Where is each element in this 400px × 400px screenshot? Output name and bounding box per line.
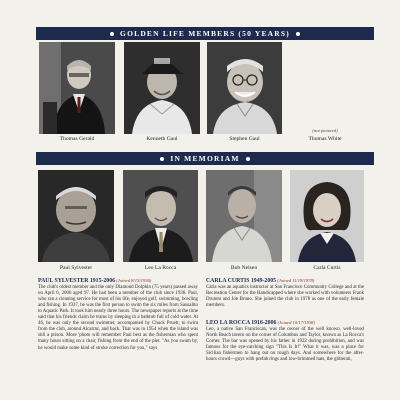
photo-paul-sylvester [38,170,114,262]
portrait-man-icon [206,170,282,262]
photo-stephen-gaul [207,42,282,134]
obituary-body: Carla was an aquatics instructor at San Francisco Community College and at the Recreation Center for the Handicapped where she worked with volunteers Frank Drumm and Joe Bruno. She joined the club in 1978 as one of the early female members. [206,285,364,309]
caption-golden-2: Kenneth Gaul [146,136,178,142]
caption-memoriam-3: Bob Nelsen [230,265,258,271]
obituary-heading: PAUL SYLVESTER 1915-2006 [38,278,115,284]
obituary-body: Leo, a native San Franciscan, was the owner of the well known, well-loved North Beach tavern on the corner of Columbus and Taylor, known as La Rocca's Corner. The bar was opened by his father in 1922 during prohibition, and was famous for the eye-catching sign "This Is It!" What it was, was a place for Sicilian fishermen to hang out on rough days. And somewhere for the after-hours crowd—guys with prefab rings and low-brimmed hats, the glitterati, [206,327,364,363]
caption-memoriam-4: Carla Curtis [313,265,341,271]
obituary-paul-sylvester [38,278,198,398]
golden-banner-text: GOLDEN LIFE MEMBERS (50 YEARS) [120,29,290,38]
obituary-joined-date: (Joined 8/13/1936) [116,278,152,283]
obituary-carla-curtis [206,278,364,316]
obituary-heading: LEO LA ROCCA 1916-2006 [206,320,277,326]
photo-kenneth-gaul [124,42,200,134]
portrait-man-suit-icon [123,170,198,262]
golden-members-banner [36,27,374,40]
caption-memoriam-1: Paul Sylvester [59,265,93,271]
obituary-joined-date: (Joined 10/17/1938) [277,320,315,325]
caption-golden-4-note: (not pictured) [312,128,338,133]
caption-golden-3: Stephen Gaul [229,136,260,142]
caption-golden-4: Thomas White [308,136,342,142]
obituary-heading: CARLA CURTIS 1949-2005 [206,278,277,284]
obituary-leo-la-rocca [206,320,364,398]
portrait-man-glasses-icon [207,42,282,134]
photo-bob-nelsen [206,170,282,262]
portrait-man-cap-icon [124,42,200,134]
bullet-dot [160,157,164,161]
bullet-dot [246,157,250,161]
memoriam-banner-text: IN MEMORIAM [170,154,240,163]
bullet-dot [296,32,300,36]
photo-thomas-gerald [39,42,115,134]
photo-leo-la-rocca [123,170,198,262]
obituary-body: The club's oldest member and the only Diamond Dolphin (75 years) passed away on April 6, 2006 aged 97. He had been a member of the club since 1936. Paul, who ran a cleaning service for most of his life, enjoyed golf, swimming, bowling and fishing. In 1937, he was the first person to swim the six miles from Sausalito to Aquatic Park. It took him nearly three hours. The newspaper reports at the time said that his friends claim he trains by sleeping in a bathtub full of cold water. At 46, he was only the second swimmer, accompanied by Chuck Pruett, to swim from the club, around Alcatraz, and back. That was in 1954 when the island was still a prison. More 'photo will remember Paul best as the fisherman who spent many hours sitting on a chair, fishing from the end of the pier. "As you swam by, he would make some kind of stroke correction for you," says [38,285,198,351]
portrait-man-icon [39,42,115,134]
bullet-dot [110,32,114,36]
portrait-elderly-man-icon [38,170,114,262]
portrait-woman-icon [290,170,364,262]
photo-carla-curtis [290,170,364,262]
obituary-joined-date: (Joined 11/19/1978) [277,278,315,283]
memoriam-banner [36,152,374,165]
caption-memoriam-2: Leo La Rocca [144,265,177,271]
caption-golden-1: Thomas Gerald [59,136,95,142]
